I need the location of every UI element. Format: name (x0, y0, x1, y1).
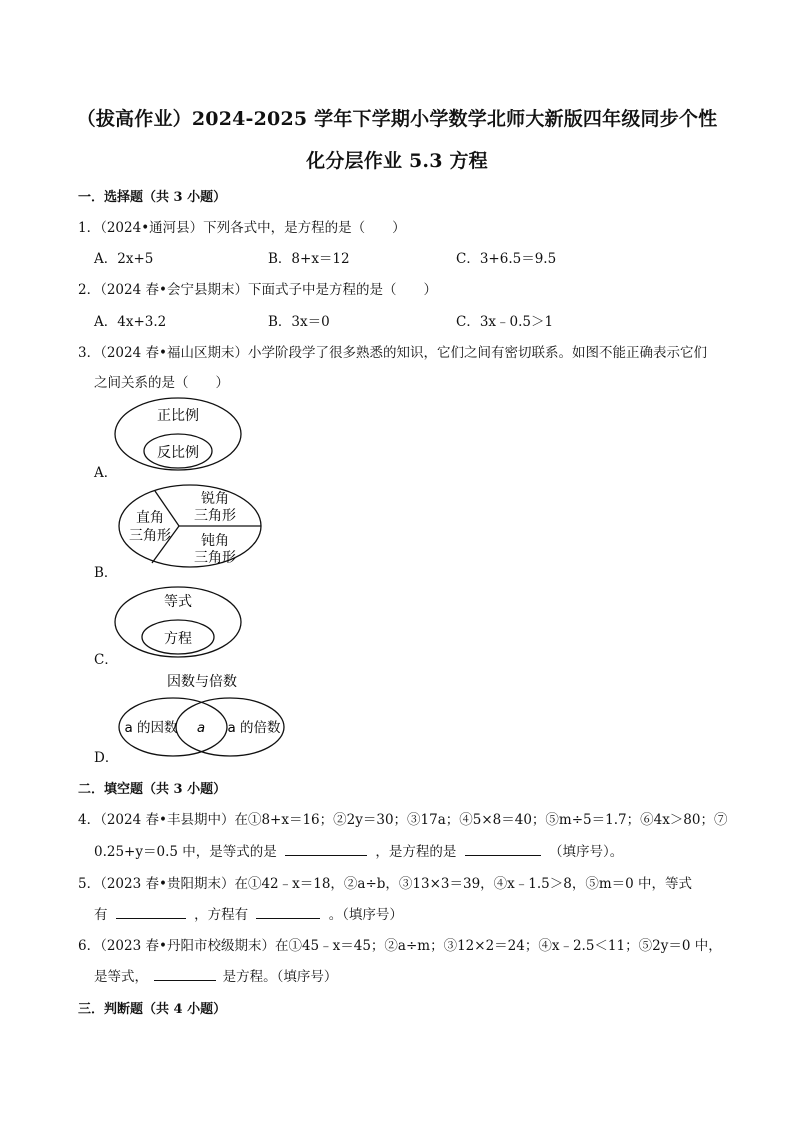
question-1-option-c: C．3+6.5＝9.5 (456, 251, 557, 267)
question-4-blank-2[interactable] (465, 841, 541, 856)
diagram-b-bottom-label-2: 三角形 (194, 550, 236, 566)
diagram-a (112, 394, 247, 474)
question-6-text-b: 是方程。（填序号） (222, 969, 338, 985)
question-4-text-b: ，是方程的是 (375, 844, 457, 860)
diagram-c-inner-label: 方程 (164, 631, 192, 647)
question-6-line-2 (94, 965, 337, 985)
section-heading-judge: 三．判断题（共 4 小题） (78, 1002, 227, 1017)
diagram-b-left-label-2: 三角形 (129, 528, 171, 544)
question-4-line-2 (94, 840, 623, 860)
diagram-b-left-label-1: 直角 (136, 510, 164, 526)
question-2-option-b: B．3x＝0 (268, 314, 330, 330)
diagram-c (112, 584, 247, 664)
diagram-b-top-label-1: 锐角 (201, 491, 229, 507)
question-5-text-a: 有 (94, 907, 108, 923)
diagram-a-inner-label: 反比例 (157, 445, 199, 461)
question-4-text-a: 0.25+y＝0.5 中，是等式的是 (94, 844, 277, 860)
diagram-d-right-label: a 的倍数 (227, 720, 281, 736)
diagram-a-outer-label: 正比例 (157, 408, 199, 424)
page-title-line-1: （拔高作业）2024-2025 学年下学期小学数学北师大新版四年级同步个性 (76, 108, 718, 130)
diagram-d (116, 668, 291, 758)
question-3-option-b: B． (94, 565, 118, 581)
question-6-blank-1[interactable] (154, 966, 216, 981)
question-5-blank-2[interactable] (256, 904, 320, 919)
question-5-text-c: 。（填序号） (328, 907, 403, 923)
question-5-line-1: 5．（2023 春•贵阳期末）在①42﹣x＝18，②a÷b，③13×3＝39，④x﹣1.5＞8，⑤m＝0 中，等式 (78, 876, 693, 892)
question-5-text-b: ，方程有 (194, 907, 249, 923)
question-3-option-d: D． (94, 750, 119, 766)
question-1-stem: 1．（2024•通河县）下列各式中，是方程的是（ ） (78, 220, 406, 236)
diagram-d-left-label: a 的因数 (124, 720, 178, 736)
section-heading-choice: 一．选择题（共 3 小题） (78, 190, 227, 205)
question-5-line-2 (94, 903, 403, 923)
question-6-text-a: 是等式， (94, 969, 148, 985)
question-4-line-1: 4．（2024 春•丰县期中）在①8+x＝16；②2y＝30；③17a；④5×8＝40；⑤m÷5＝1.7；⑥4x＞80；⑦ (78, 812, 728, 828)
question-1-option-b: B．8+x＝12 (268, 251, 350, 267)
question-2-stem: 2．（2024 春•会宁县期末）下面式子中是方程的是（ ） (78, 282, 437, 298)
question-6-line-1: 6．（2023 春•丹阳市校级期末）在①45﹣x＝45；②a÷m；③12×2＝24；④x﹣2.5＜11；⑤2y＝0 中， (78, 938, 722, 954)
question-2-option-a: A．4x+3.2 (94, 314, 167, 330)
diagram-d-middle-label: a (196, 720, 206, 736)
question-2-option-c: C．3x﹣0.5＞1 (456, 314, 554, 330)
question-4-text-c: （填序号）。 (548, 844, 624, 860)
diagram-b-bottom-label-1: 钝角 (201, 533, 229, 549)
question-1-option-a: A．2x+5 (94, 251, 154, 267)
section-heading-fill: 二．填空题（共 3 小题） (78, 782, 227, 797)
question-3-stem-line-2: 之间关系的是（ ） (94, 375, 229, 391)
question-5-blank-1[interactable] (116, 904, 186, 919)
question-3-stem-line-1: 3．（2024 春•福山区期末）小学阶段学了很多熟悉的知识，它们之间有密切联系。如图不能正确表示它们 (78, 345, 707, 361)
question-3-option-a: A． (94, 465, 118, 481)
diagram-c-outer-label: 等式 (164, 594, 192, 610)
question-4-blank-1[interactable] (285, 841, 367, 856)
diagram-b (118, 483, 268, 571)
page-title-line-2: 化分层作业 5.3 方程 (306, 150, 488, 172)
diagram-d-title: 因数与倍数 (167, 674, 237, 690)
diagram-b-top-label-2: 三角形 (194, 508, 236, 524)
question-3-option-c: C． (94, 652, 118, 668)
